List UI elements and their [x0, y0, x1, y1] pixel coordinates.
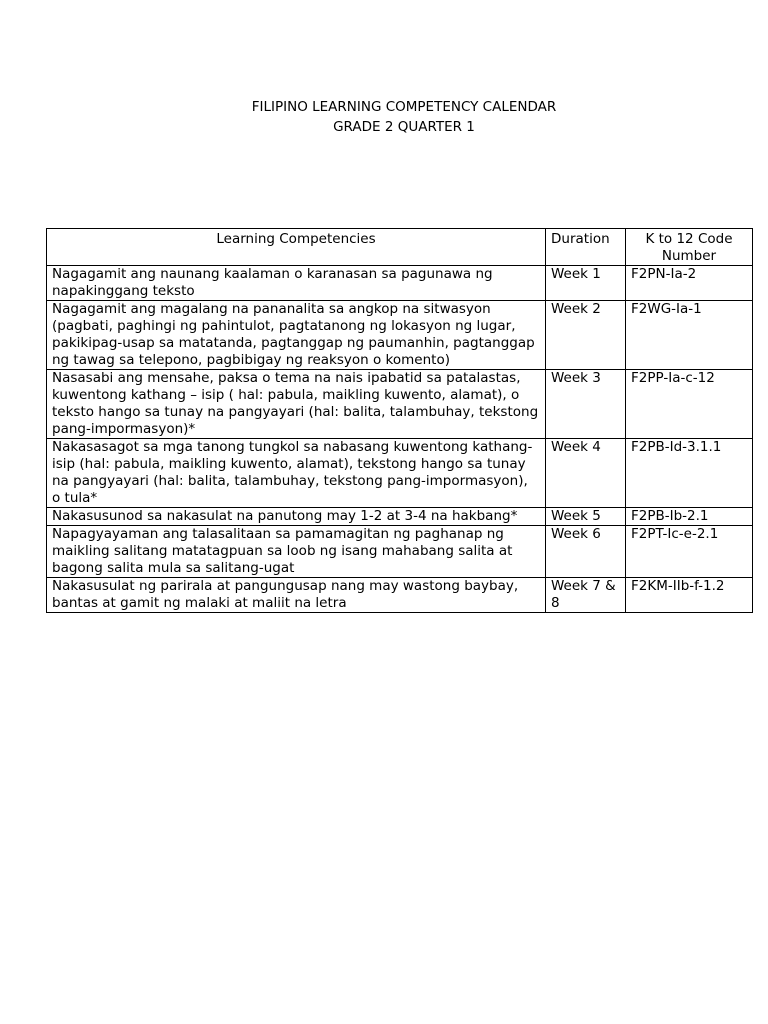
- title-line-2: GRADE 2 QUARTER 1: [333, 119, 475, 135]
- table-row: [47, 439, 753, 508]
- code-cell: F2WG-Ia-1: [626, 301, 753, 370]
- duration-cell: Week 4: [546, 439, 626, 508]
- competency-cell: Nasasabi ang mensahe, paksa o tema na nais ipabatid sa patalastas, kuwentong kathang – isip ( hal: pabula, maikling kuwento, alamat), o teksto hango sa tunay na pangyayari (hal: balita, talambuhay, tekstong pang-impormasyon)*: [47, 370, 546, 439]
- duration-cell: Week 5: [546, 508, 626, 526]
- duration-cell: Week 3: [546, 370, 626, 439]
- duration-cell: Week 1: [546, 266, 626, 301]
- competency-cell: Nagagamit ang naunang kaalaman o karanasan sa pagunawa ng napakinggang teksto: [47, 266, 546, 301]
- duration-cell: Week 2: [546, 301, 626, 370]
- code-cell: F2KM-IIb-f-1.2: [626, 578, 753, 613]
- table-row: [47, 526, 753, 578]
- code-cell: F2PB-Ib-2.1: [626, 508, 753, 526]
- table-header-row: [47, 229, 753, 266]
- table-row: [47, 578, 753, 613]
- code-cell: F2PB-Id-3.1.1: [626, 439, 753, 508]
- code-cell: F2PN-Ia-2: [626, 266, 753, 301]
- competency-cell: Nakasusulat ng parirala at pangungusap nang may wastong baybay, bantas at gamit ng malaki at maliit na letra: [47, 578, 546, 613]
- duration-cell: Week 7 & 8: [546, 578, 626, 613]
- document-title: [0, 97, 768, 137]
- header-code-number: K to 12 Code Number: [626, 229, 753, 266]
- competency-table: [46, 228, 753, 613]
- header-duration: Duration: [546, 229, 626, 266]
- competency-cell: Napagyayaman ang talasalitaan sa pamamagitan ng paghanap ng maikling salitang matatagpuan sa loob ng isang mahabang salita at bagong salita mula sa salitang-ugat: [47, 526, 546, 578]
- code-cell: F2PT-Ic-e-2.1: [626, 526, 753, 578]
- code-cell: F2PP-Ia-c-12: [626, 370, 753, 439]
- title-line-1: FILIPINO LEARNING COMPETENCY CALENDAR: [251, 99, 557, 115]
- table-row: [47, 370, 753, 439]
- header-learning-competencies: Learning Competencies: [47, 229, 546, 266]
- table-row: [47, 508, 753, 526]
- table-row: [47, 301, 753, 370]
- duration-cell: Week 6: [546, 526, 626, 578]
- competency-cell: Nagagamit ang magalang na pananalita sa angkop na sitwasyon (pagbati, paghingi ng pahintulot, pagtatanong ng lokasyon ng lugar, pakikipag-usap sa matatanda, pagtanggap ng paumanhin, pagtanggap ng tawag sa telepono, pagbibigay ng reaksyon o komento): [47, 301, 546, 370]
- competency-cell: Nakasasagot sa mga tanong tungkol sa nabasang kuwentong kathang-isip (hal: pabula, maikling kuwento, alamat), tekstong hango sa tunay na pangyayari (hal: balita, talambuhay, tekstong pang-impormasyon), o tula*: [47, 439, 546, 508]
- table-row: [47, 266, 753, 301]
- competency-cell: Nakasusunod sa nakasulat na panutong may 1-2 at 3-4 na hakbang*: [47, 508, 546, 526]
